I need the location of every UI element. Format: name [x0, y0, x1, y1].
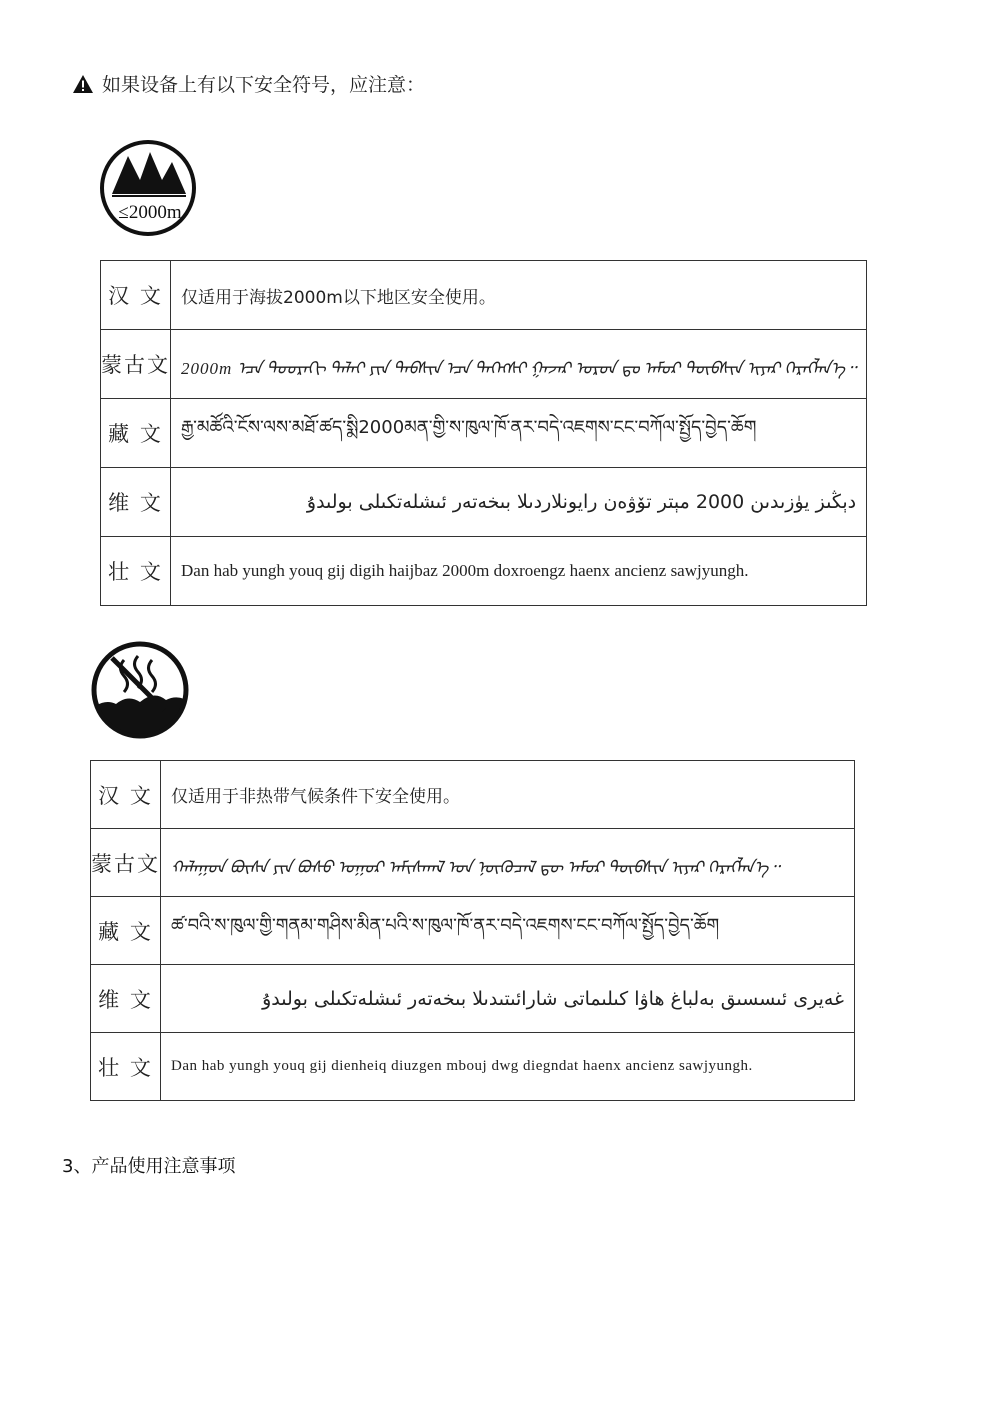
table-row — [101, 399, 867, 468]
lang-label-uyghur: 维 文 — [91, 965, 161, 1033]
warning-triangle-icon — [72, 74, 94, 94]
altitude-symbol-label: ≤2000m — [118, 202, 182, 223]
notice-text-uyghur: غەيرى ئىسسىق بەلباغ ھاۋا كىلىماتى شارائىتىدىلا بىخەتەر ئىشلەتكىلى بولىدۇ — [161, 965, 855, 1033]
notice-text-zhuang: Dan hab yungh youq gij digih haijbaz 2000m doxroengz haenx ancienz sawjyungh. — [171, 537, 867, 606]
notice-text-chinese: 仅适用于海拔2000m以下地区安全使用。 — [171, 261, 867, 330]
section-title: 3、产品使用注意事项 — [62, 1156, 236, 1177]
warning-heading — [72, 70, 425, 97]
table-row — [101, 261, 867, 330]
lang-label-mongolian: 蒙古文 — [91, 829, 161, 897]
table-row — [101, 537, 867, 606]
table-row — [91, 829, 855, 897]
lang-label-mongolian: 蒙古文 — [101, 330, 171, 399]
tropical-notice-table — [90, 760, 855, 1101]
lang-label-tibetan: 藏 文 — [91, 897, 161, 965]
lang-label-chinese: 汉 文 — [91, 761, 161, 829]
notice-text-zhuang: Dan hab yungh youq gij dienheiq diuzgen mbouj dwg diegndat haenx ancienz sawjyungh. — [161, 1033, 855, 1101]
altitude-notice-table — [100, 260, 867, 606]
lang-label-chinese: 汉 文 — [101, 261, 171, 330]
warning-heading-text: 如果设备上有以下安全符号，应注意： — [102, 74, 426, 96]
notice-text-mongolian: 2000m ᠡᠴᠡ ᠳᠣᠣᠷᠠᠬᠢ ᠳᠠᠯᠠᠢ ᠶᠢᠨ ᠲᠡᠪᠰᠢᠨ ᠡᠴᠡ ᠳᠡᠭᠡᠭᠰᠢ ᠭᠠᠵᠠᠷ ᠤᠷᠤᠨ ᠳᠤ ᠠᠮᠤᠷ ᠲᠦᠪᠰᠢᠨ ᠢᠶᠠᠷ ᠬᠡᠷᠡᠭᠯᠡᠨ᠎ᠡ᠃ — [171, 330, 867, 399]
notice-text-uyghur: دېڭىز يۈزىدىن 2000 مېتر تۆۋەن رايونلاردىلا بىخەتەر ئىشلەتكىلى بولىدۇ — [171, 468, 867, 537]
table-row — [91, 965, 855, 1033]
lang-label-tibetan: 藏 文 — [101, 399, 171, 468]
notice-text-chinese: 仅适用于非热带气候条件下安全使用。 — [161, 761, 855, 829]
lang-label-zhuang: 壮 文 — [101, 537, 171, 606]
table-row — [91, 1033, 855, 1101]
table-row — [91, 897, 855, 965]
table-row — [91, 761, 855, 829]
notice-text-tibetan: རྒྱ་མཚོའི་ངོས་ལས་མཐོ་ཚད་སྨི2000མན་གྱི་ས་ཁུལ་ཁོ་ནར་བདེ་འཇགས་ངང་བཀོལ་སྤྱོད་བྱེད་ཆོག — [171, 399, 867, 468]
lang-label-zhuang: 壮 文 — [91, 1033, 161, 1101]
lang-label-uyghur: 维 文 — [101, 468, 171, 537]
mountain-altitude-icon — [98, 138, 198, 238]
notice-text-mongolian: ᠬᠠᠯᠠᠭᠤᠨ ᠪᠦᠰᠡ ᠶᠢᠨ ᠪᠤᠰᠤ ᠤᠭᠤᠷ ᠠᠮᠢᠰᠭᠠᠯ ᠤᠨ ᠨᠥᠬᠦᠴᠡᠯ ᠳᠦ ᠠᠮᠤᠷ ᠲᠦᠪᠰᠢᠨ ᠢᠶᠠᠷ ᠬᠡᠷᠡᠭᠯᠡᠨ᠎ᠡ᠃ — [161, 829, 855, 897]
non-tropical-climate-icon — [90, 640, 190, 740]
table-row — [101, 468, 867, 537]
notice-text-tibetan: ཚ་བའི་ས་ཁུལ་གྱི་གནམ་གཤིས་མིན་པའི་ས་ཁུལ་ཁོ་ནར་བདེ་འཇགས་ངང་བཀོལ་སྤྱོད་བྱེད་ཆོག — [161, 897, 855, 965]
table-row — [101, 330, 867, 399]
